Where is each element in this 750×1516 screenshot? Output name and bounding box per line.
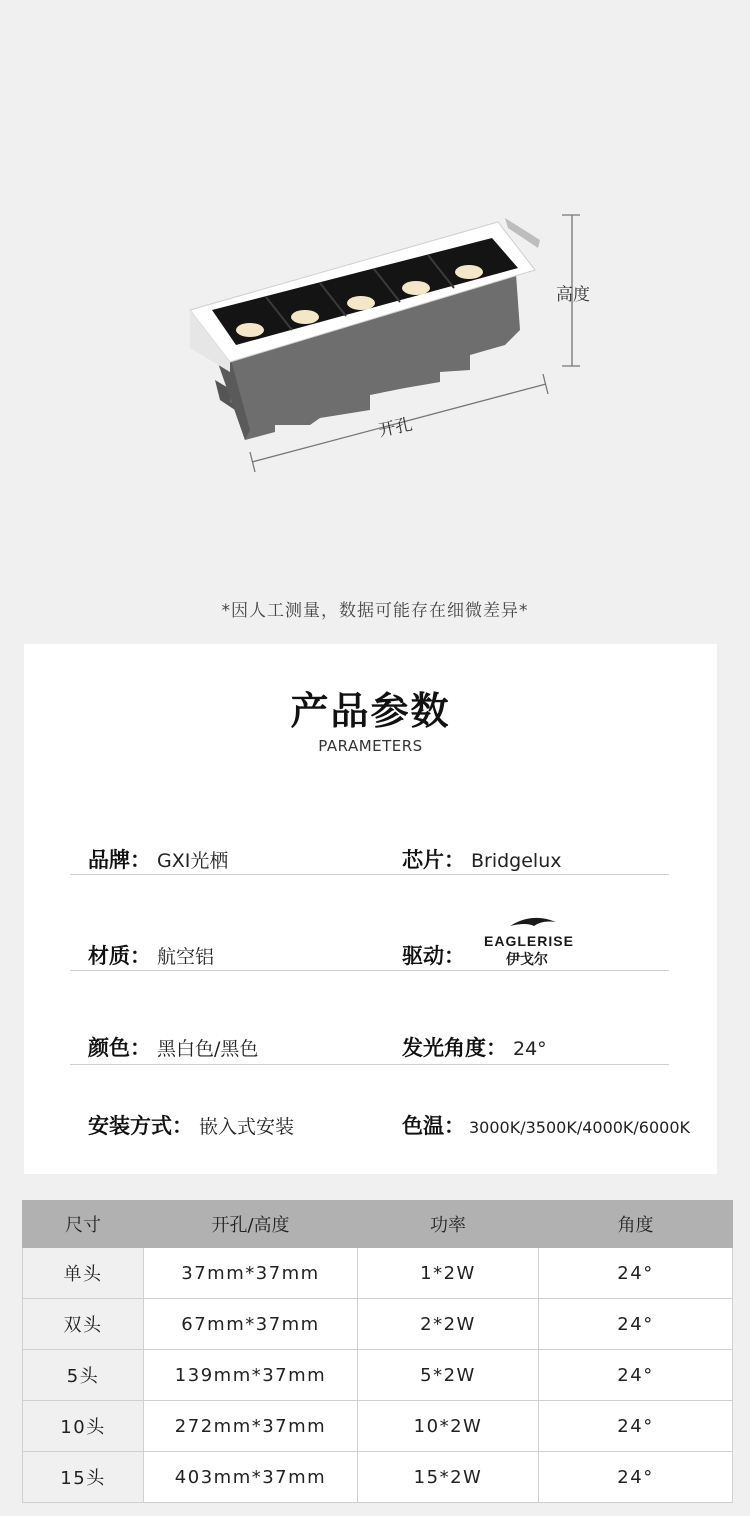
product-hero xyxy=(0,0,750,640)
param-driver: 驱动： xyxy=(402,944,465,968)
divider xyxy=(70,970,669,971)
parameters-subtitle: PARAMETERS xyxy=(318,737,423,755)
table-row: 5头 139mm*37mm 5*2W 24° xyxy=(23,1350,733,1401)
height-label: 高度 xyxy=(556,285,590,305)
param-material: 材质： 航空铝 xyxy=(88,944,215,968)
spec-table xyxy=(22,1200,733,1503)
table-row: 15头 403mm*37mm 15*2W 24° xyxy=(23,1452,733,1503)
measurement-note: *因人工测量，数据可能存在细微差异* xyxy=(221,601,529,621)
parameters-title: 产品参数 xyxy=(290,689,451,733)
eaglerise-logo xyxy=(480,912,590,968)
table-row: 单头 37mm*37mm 1*2W 24° xyxy=(23,1248,733,1299)
cutout-label: 开孔 xyxy=(376,414,415,442)
svg-text:EAGLERISE: EAGLERISE xyxy=(484,933,574,949)
col-angle: 角度 xyxy=(539,1201,733,1248)
col-cutout-height: 开孔/高度 xyxy=(144,1201,358,1248)
param-chip: 芯片： Bridgelux xyxy=(402,848,562,872)
param-beam-angle: 发光角度： 24° xyxy=(402,1036,547,1060)
col-size: 尺寸 xyxy=(23,1201,144,1248)
parameters-card xyxy=(24,644,717,1174)
param-brand: 品牌： GXI光栖 xyxy=(88,848,229,872)
svg-text:伊戈尔: 伊戈尔 xyxy=(506,952,548,968)
divider xyxy=(70,1064,669,1065)
table-row: 双头 67mm*37mm 2*2W 24° xyxy=(23,1299,733,1350)
divider xyxy=(70,874,669,875)
param-color-temp: 色温： 3000K/3500K/4000K/6000K xyxy=(402,1114,691,1138)
table-row: 10头 272mm*37mm 10*2W 24° xyxy=(23,1401,733,1452)
linear-spotlight-image xyxy=(0,0,750,600)
param-color: 颜色： 黑白色/黑色 xyxy=(88,1036,259,1060)
col-power: 功率 xyxy=(358,1201,539,1248)
table-header-row xyxy=(23,1201,733,1248)
param-installation: 安装方式： 嵌入式安装 xyxy=(88,1114,295,1138)
